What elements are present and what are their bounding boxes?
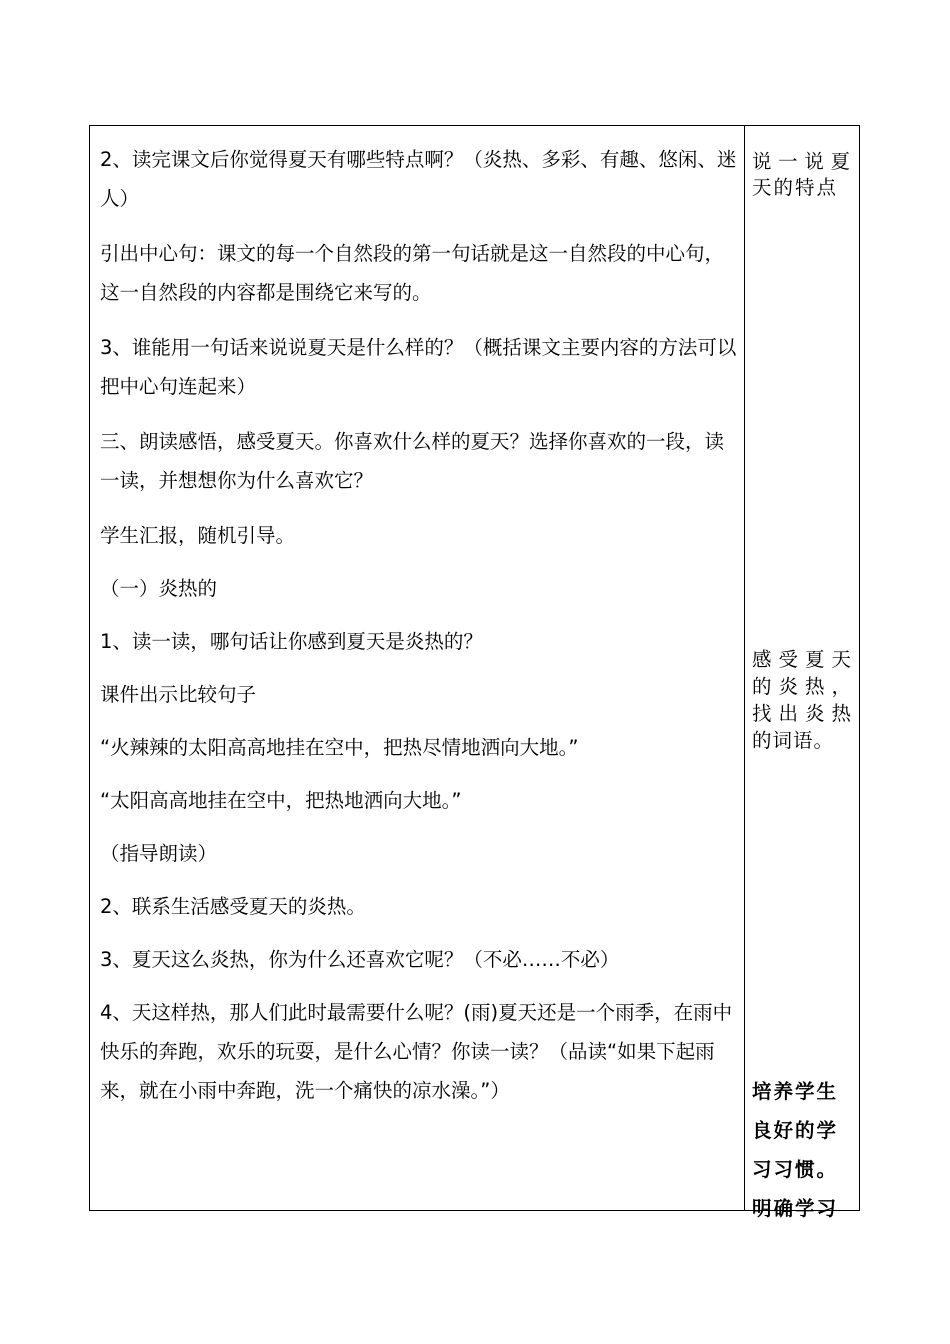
paragraph: （指导朗读） — [100, 842, 218, 865]
paragraph: （一）炎热的 — [100, 577, 218, 600]
paragraph: 三、朗读感悟，感受夏天。你喜欢什么样的夏天？选择你喜欢的一段，读一读，并想想你为什么喜欢它？ — [100, 430, 725, 492]
paragraph: “火辣辣的太阳高高地挂在空中，把热尽情地洒向大地。” — [100, 736, 579, 759]
paragraph: 课件出示比较句子 — [100, 683, 257, 706]
side-note: 培养学生良好的学习习惯。明确学习 — [752, 1080, 839, 1220]
paragraph: 引出中心句：课文的每一个自然段的第一句话就是这一自然段的中心句，这一自然段的内容都是围绕它来写的。 — [100, 242, 725, 304]
paragraph: “太阳高高地挂在空中，把热地洒向大地。” — [100, 789, 462, 812]
paragraph: 3、谁能用一句话来说说夏天是什么样的？（概括课文主要内容的方法可以把中心句连起来） — [100, 336, 737, 398]
side-note: 感受夏天的炎热，找出炎热的词语。 — [752, 648, 852, 752]
paragraph: 学生汇报，随机引导。 — [100, 524, 296, 547]
side-note: 说一说夏天的特点 — [752, 150, 852, 199]
paragraph: 4、天这样热，那人们此时最需要什么呢？(雨)夏天还是一个雨季，在雨中快乐的奔跑，欢乐的玩耍，是什么心情？你读一读？（品读“如果下起雨来，就在小雨中奔跑，洗一个痛快的凉水澡。”） — [100, 1001, 733, 1102]
lesson-plan-table — [89, 125, 860, 1220]
column-divider — [744, 126, 745, 1210]
paragraph: 3、夏天这么炎热，你为什么还喜欢它呢？（不必……不必） — [100, 948, 620, 971]
paragraph: 1、读一读，哪句话让你感到夏天是炎热的？ — [100, 630, 483, 653]
paragraph: 2、联系生活感受夏天的炎热。 — [100, 895, 366, 918]
teaching-process-column — [100, 140, 740, 1126]
paragraph: 2、读完课文后你觉得夏天有哪些特点啊？（炎热、多彩、有趣、悠闲、迷人） — [100, 148, 737, 210]
